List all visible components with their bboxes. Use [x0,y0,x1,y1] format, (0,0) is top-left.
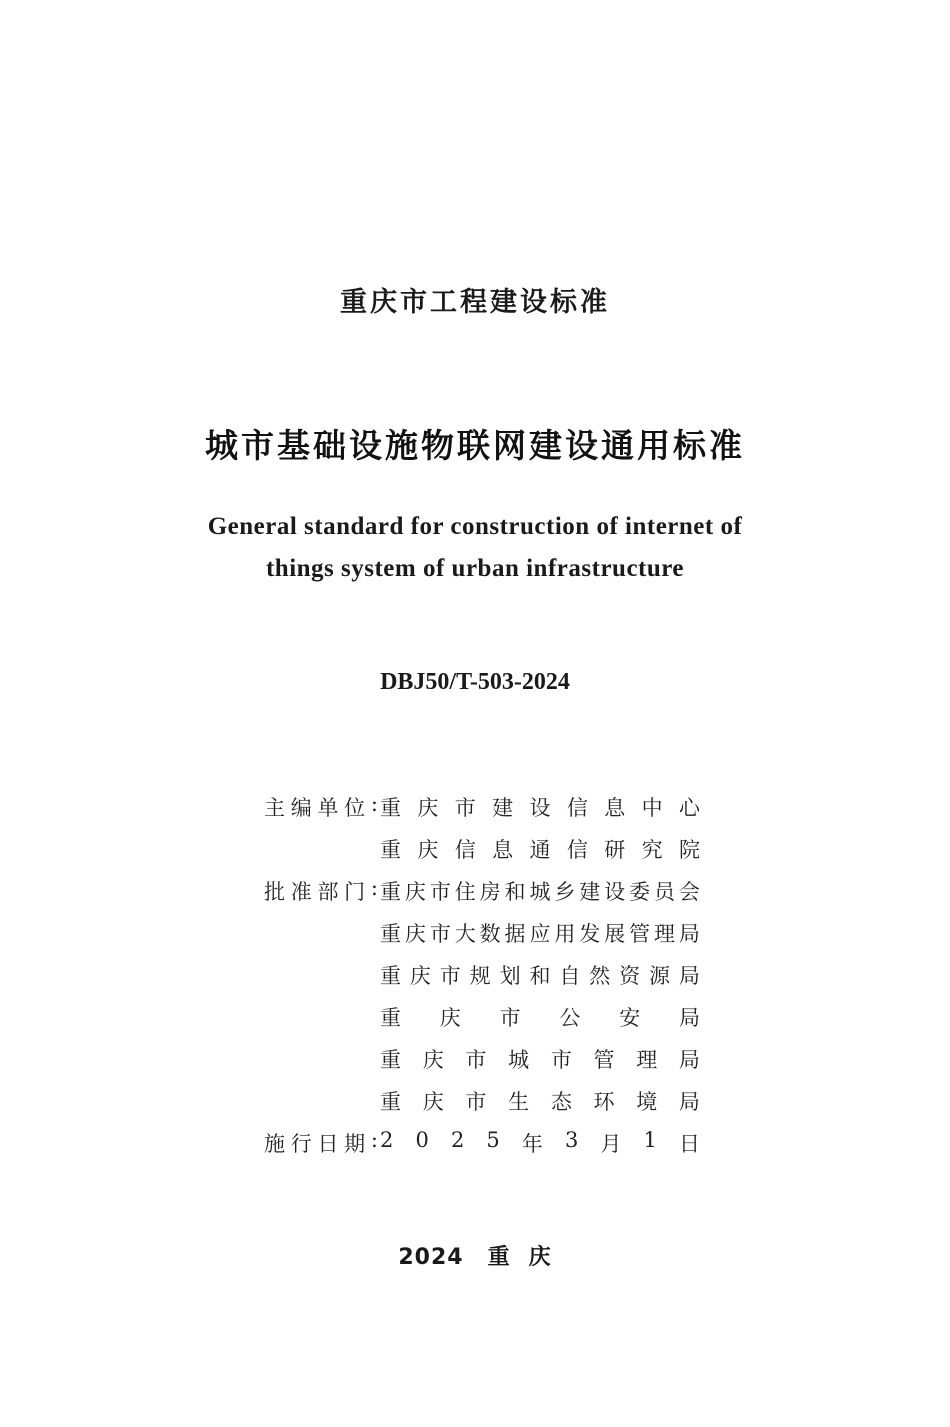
info-row [264,1038,704,1080]
footer-imprint [0,1240,950,1271]
approval-department-value: 重 庆 市 生 态 环 境 局 [380,1090,700,1114]
info-row [264,912,704,954]
approval-department-value: 重 庆 市 住 房 和 城 乡 建 设 委 员 会 [380,880,700,904]
main-title: 城市基础设施物联网建设通用标准 [205,426,745,465]
info-row [264,786,704,828]
footer-city-char: 庆 [528,1245,552,1270]
english-title-line-2: things system of urban infrastructure [265,555,685,582]
info-row [264,1080,704,1122]
footer-year: 2024 [398,1245,464,1270]
approval-department-value: 重 庆 市 大 数 据 应 用 发 展 管 理 局 [380,922,700,946]
info-row [264,954,704,996]
approval-department-value: 重 庆 市 城 市 管 理 局 [380,1048,700,1072]
chief-editor-value: 重 庆 信 息 通 信 研 究 院 [380,838,700,862]
approval-department-value: 重 庆 市 公 安 局 [380,1006,700,1030]
series-title: 重庆市工程建设标准 [340,287,610,318]
standard-code: DBJ50/T-503-2024 [380,669,570,695]
info-row [264,1122,704,1164]
approval-department-value: 重 庆 市 规 划 和 自 然 资 源 局 [380,964,700,988]
publication-info [264,786,704,1164]
english-title [0,506,950,590]
info-row [264,828,704,870]
footer-city-char: 重 [487,1245,511,1270]
info-row [264,870,704,912]
effective-date-label: 施 行 日 期 : [264,1128,378,1156]
chief-editor-label: 主 编 单 位 : [264,792,378,820]
english-title-line-1: General standard for construction of internet of [207,513,743,540]
info-row [264,996,704,1038]
effective-date-value: 2 0 2 5 年 3 月 1 日 [380,1128,700,1156]
chief-editor-value: 重 庆 市 建 设 信 息 中 心 [380,796,700,820]
approval-label: 批 准 部 门 : [264,876,378,904]
